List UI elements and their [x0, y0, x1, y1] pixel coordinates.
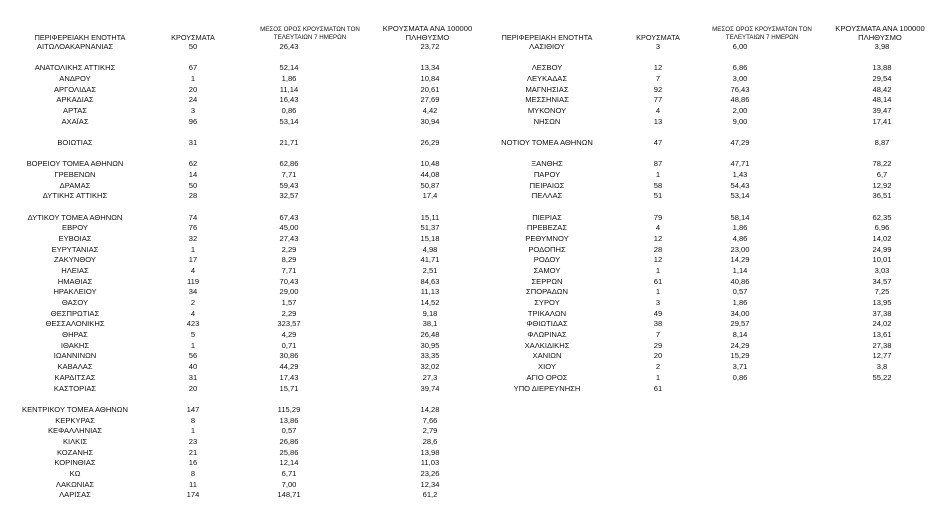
per100k-cell: 51,37 [420, 223, 440, 233]
region-cell: ΚΑΡΔΙΤΣΑΣ [54, 372, 96, 382]
cases-cell: 1 [190, 340, 196, 350]
avg-cell: 59,43 [279, 180, 299, 190]
avg-cell: 58,14 [730, 212, 750, 222]
avg-cell: 53,14 [730, 191, 750, 201]
cases-cell: 87 [653, 159, 663, 169]
cases-cell: 1 [190, 426, 196, 436]
region-cell: ΑΙΤΩΛΟΑΚΑΡΝΑΝΙΑΣ [36, 42, 114, 51]
per100k-cell: 27,3 [422, 372, 438, 382]
region-cell: ΧΑΝΙΩΝ [532, 351, 562, 361]
cases-cell: 4 [190, 308, 196, 318]
region-cell: ΚΕΡΚΥΡΑΣ [55, 415, 95, 425]
per100k-cell: 34,57 [872, 276, 892, 286]
region-cell: ΛΕΥΚΑΔΑΣ [526, 74, 568, 84]
avg-cell: 7,71 [281, 170, 297, 180]
header-avg-line1: ΜΕΣΟΣ ΟΡΟΣ ΚΡΟΥΣΜΑΤΩΝ ΤΟΝ [260, 26, 360, 33]
region-cell: ΛΕΣΒΟΥ [531, 63, 563, 73]
region-cell: ΔΥΤΙΚΟΥ ΤΟΜΕΑ ΑΘΗΝΩΝ [27, 212, 123, 222]
region-cell: ΓΡΕΒΕΝΩΝ [54, 170, 96, 180]
avg-cell: 54,43 [730, 180, 750, 190]
cases-cell: 11 [189, 479, 197, 489]
avg-cell: 24,29 [730, 340, 750, 350]
avg-cell: 1,14 [732, 266, 748, 276]
avg-cell: 21,71 [279, 138, 299, 148]
region-cell: ΠΡΕΒΕΖΑΣ [526, 223, 568, 233]
cases-cell: 56 [188, 351, 198, 361]
region-cell: ΧΑΛΚΙΔΙΚΗΣ [524, 340, 570, 350]
region-cell: ΒΟΡΕΙΟΥ ΤΟΜΕΑ ΑΘΗΝΩΝ [26, 159, 124, 169]
per100k-cell: 62,35 [872, 212, 892, 222]
per100k-cell: 7,66 [422, 415, 438, 425]
cases-cell: 50 [188, 180, 198, 190]
avg-cell: 17,43 [279, 372, 299, 382]
header-avg-line2: ΤΕΛΕΥΤΑΙΩΝ 7 ΗΜΕΡΩΝ [725, 34, 799, 41]
cases-cell: 31 [188, 372, 198, 382]
cases-cell: 1 [655, 372, 661, 382]
header-per100k-line2: ΠΛΗΘΥΣΜΟ [405, 33, 450, 42]
region-cell: ΠΙΕΡΙΑΣ [532, 212, 562, 222]
avg-cell: 6,00 [732, 42, 748, 51]
region-cell: ΕΒΡΟΥ [62, 223, 88, 233]
region-cell: ΚΙΛΚΙΣ [62, 436, 88, 446]
cases-cell: 13 [653, 116, 663, 126]
per100k-cell: 48,42 [872, 84, 892, 94]
region-cell: ΑΓΙΟ ΟΡΟΣ [526, 372, 568, 382]
avg-cell: 2,29 [281, 244, 297, 254]
cases-cell: 31 [188, 138, 198, 148]
header-per100k-line1: ΚΡΟΥΣΜΑΤΑ ΑΝΑ 100000 [382, 24, 473, 33]
cases-cell: 40 [188, 362, 198, 372]
per100k-cell: 10,48 [420, 159, 440, 169]
region-cell: ΔΡΑΜΑΣ [59, 180, 91, 190]
cases-cell: 62 [188, 159, 198, 169]
cases-cell: 34 [188, 287, 198, 297]
avg-cell: 2,00 [732, 106, 748, 116]
cases-cell: 74 [188, 212, 198, 222]
per100k-cell: 84,63 [420, 276, 440, 286]
cases-cell: 3 [190, 106, 196, 116]
header-avg-7days [692, 26, 832, 42]
cases-cell: 79 [653, 212, 663, 222]
cases-cell: 8 [190, 415, 196, 425]
header-per100k-line2: ΠΛΗΘΥΣΜΟ [858, 33, 902, 42]
region-cell: ΙΩΑΝΝΙΝΩΝ [53, 351, 97, 361]
region-cell: ΣΑΜΟΥ [533, 266, 561, 276]
region-cell: ΕΥΡΥΤΑΝΙΑΣ [51, 244, 99, 254]
avg-cell: 0,86 [732, 372, 748, 382]
cases-cell: 5 [190, 330, 196, 340]
per100k-cell: 2,51 [422, 266, 438, 276]
region-cell: ΑΡΓΟΛΙΔΑΣ [53, 84, 97, 94]
cases-cell: 423 [186, 319, 200, 329]
region-cell: ΜΥΚΟΝΟΥ [527, 106, 567, 116]
cases-cell: 28 [188, 191, 198, 201]
avg-cell: 44,29 [279, 362, 299, 372]
cases-cell: 51 [653, 191, 663, 201]
per100k-cell: 17,4 [422, 191, 438, 201]
per100k-cell: 6,96 [874, 223, 890, 233]
header-per100k-line1: ΚΡΟΥΣΜΑΤΑ ΑΝΑ 100000 [835, 24, 925, 33]
avg-cell: 1,86 [281, 74, 297, 84]
avg-cell: 30,86 [279, 351, 299, 361]
avg-cell: 1,57 [281, 298, 297, 308]
region-cell: ΠΑΡΟΥ [533, 170, 561, 180]
avg-cell: 8,29 [281, 255, 297, 265]
cases-cell: 20 [653, 351, 663, 361]
header-per-100k [817, 24, 940, 42]
region-cell: ΘΕΣΣΑΛΟΝΙΚΗΣ [45, 319, 105, 329]
region-cell: ΡΕΘΥΜΝΟΥ [525, 234, 569, 244]
cases-cell: 67 [188, 63, 198, 73]
avg-cell: 4,29 [281, 330, 297, 340]
cases-cell: 21 [188, 447, 198, 457]
header-region: ΠΕΡΙΦΕΡΕΙΑΚΗ ΕΝΟΤΗΤΑ [34, 33, 126, 42]
cases-cell: 17 [188, 255, 198, 265]
avg-cell: 1,86 [732, 223, 748, 233]
per100k-cell: 23,26 [420, 468, 440, 478]
per100k-cell: 48,14 [872, 95, 892, 105]
region-cell: ΗΡΑΚΛΕΙΟΥ [53, 287, 97, 297]
cases-cell: 1 [655, 287, 661, 297]
per100k-cell: 14,28 [420, 404, 440, 414]
cases-cell: 29 [653, 340, 663, 350]
per100k-cell: 26,29 [420, 138, 440, 148]
region-cell: ΝΟΤΙΟΥ ΤΟΜΕΑ ΑΘΗΝΩΝ [501, 138, 593, 148]
header-cases: ΚΡΟΥΣΜΑΤΑ [636, 33, 680, 42]
avg-cell: 11,14 [279, 84, 299, 94]
per100k-cell: 33,35 [420, 351, 440, 361]
avg-cell: 148,71 [277, 490, 301, 500]
avg-cell: 14,29 [730, 255, 750, 265]
region-cell: ΜΕΣΣΗΝΙΑΣ [525, 95, 569, 105]
region-cell: ΙΘΑΚΗΣ [60, 340, 90, 350]
cases-cell: 58 [653, 180, 663, 190]
region-cell: ΣΠΟΡΑΔΩΝ [526, 287, 568, 297]
per100k-cell: 30,94 [420, 116, 440, 126]
avg-cell: 25,86 [279, 447, 299, 457]
region-cell: ΡΟΔΟΥ [533, 255, 561, 265]
region-cell: ΛΑΚΩΝΙΑΣ [55, 479, 95, 489]
header-cases: ΚΡΟΥΣΜΑΤΑ [171, 33, 215, 42]
per100k-cell: 32,02 [420, 362, 440, 372]
cases-cell: 49 [653, 308, 663, 318]
region-cell: ΣΥΡΟΥ [534, 298, 560, 308]
per100k-cell: 61,2 [422, 490, 438, 500]
per100k-cell: 8,87 [874, 138, 890, 148]
region-cell: ΚΕΝΤΡΙΚΟΥ ΤΟΜΕΑ ΑΘΗΝΩΝ [22, 404, 128, 414]
avg-cell: 0,57 [732, 287, 748, 297]
avg-cell: 12,14 [279, 458, 299, 468]
per100k-cell: 14,52 [420, 298, 440, 308]
cases-cell: 7 [655, 74, 661, 84]
cases-cell: 24 [188, 95, 198, 105]
cases-cell: 96 [188, 116, 198, 126]
header-avg-line2: ΤΕΛΕΥΤΑΙΩΝ 7 ΗΜΕΡΩΝ [273, 34, 347, 41]
cases-cell: 147 [186, 404, 200, 414]
cases-cell: 12 [653, 255, 663, 265]
per100k-cell: 10,01 [872, 255, 892, 265]
per100k-cell: 37,38 [872, 308, 892, 318]
avg-cell: 47,71 [730, 159, 750, 169]
per100k-cell: 28,6 [422, 436, 438, 446]
cases-cell: 12 [653, 63, 663, 73]
avg-cell: 70,43 [279, 276, 299, 286]
avg-cell: 0,86 [281, 106, 297, 116]
avg-cell: 76,43 [730, 84, 750, 94]
avg-cell: 48,86 [730, 95, 750, 105]
avg-cell: 7,00 [281, 479, 297, 489]
avg-cell: 52,14 [279, 63, 299, 73]
cases-cell: 3 [655, 42, 661, 51]
avg-cell: 0,71 [281, 340, 297, 350]
per100k-cell: 13,98 [420, 447, 440, 457]
per100k-cell: 3,8 [876, 362, 888, 372]
per100k-cell: 11,13 [420, 287, 440, 297]
per100k-cell: 13,61 [872, 330, 892, 340]
per100k-cell: 13,34 [420, 63, 440, 73]
region-cell: ΔΥΤΙΚΗΣ ΑΤΤΙΚΗΣ [42, 191, 108, 201]
region-cell: ΤΡΙΚΑΛΩΝ [527, 308, 567, 318]
region-cell: ΘΗΡΑΣ [62, 330, 88, 340]
avg-cell: 323,57 [277, 319, 301, 329]
per100k-cell: 50,87 [420, 180, 440, 190]
cases-cell: 16 [188, 458, 198, 468]
avg-cell: 62,86 [279, 159, 299, 169]
region-cell: ΥΠΟ ΔΙΕΡΕΥΝΗΣΗ [513, 383, 581, 393]
avg-cell: 2,29 [281, 308, 297, 318]
per100k-cell: 44,08 [420, 170, 440, 180]
region-cell: ΑΡΤΑΣ [63, 106, 87, 116]
per100k-cell: 3,03 [874, 266, 890, 276]
avg-cell: 9,00 [732, 116, 748, 126]
per100k-cell: 4,42 [422, 106, 438, 116]
avg-cell: 0,57 [281, 426, 297, 436]
region-cell: ΚΑΒΑΛΑΣ [57, 362, 93, 372]
per100k-cell: 7,25 [874, 287, 890, 297]
region-cell: ΝΗΣΩΝ [533, 116, 561, 126]
header-avg-line1: ΜΕΣΟΣ ΟΡΟΣ ΚΡΟΥΣΜΑΤΩΝ ΤΟΝ [712, 26, 812, 33]
per100k-cell: 13,95 [872, 298, 892, 308]
per100k-cell: 11,03 [420, 458, 440, 468]
avg-cell: 29,00 [279, 287, 299, 297]
per100k-cell: 12,34 [420, 479, 440, 489]
avg-cell: 32,57 [279, 191, 299, 201]
per100k-cell: 26,48 [420, 330, 440, 340]
region-cell: ΘΑΣΟΥ [61, 298, 89, 308]
cases-cell: 20 [188, 383, 198, 393]
cases-cell: 7 [655, 330, 661, 340]
region-cell: ΘΕΣΠΡΩΤΙΑΣ [50, 308, 100, 318]
avg-cell: 40,86 [730, 276, 750, 286]
avg-cell: 3,00 [732, 74, 748, 84]
region-cell: ΑΝΔΡΟΥ [59, 74, 91, 84]
region-cell: ΛΑΡΙΣΑΣ [59, 490, 91, 500]
region-cell: ΦΛΩΡΙΝΑΣ [527, 330, 567, 340]
cases-cell: 12 [653, 234, 663, 244]
region-cell: ΜΑΓΝΗΣΙΑΣ [525, 84, 569, 94]
cases-cell: 4 [190, 266, 196, 276]
per100k-cell: 24,99 [872, 244, 892, 254]
avg-cell: 6,86 [732, 63, 748, 73]
region-cell: ΕΥΒΟΙΑΣ [58, 234, 92, 244]
avg-cell: 47,29 [730, 138, 750, 148]
region-cell: ΒΟΙΩΤΙΑΣ [57, 138, 93, 148]
per100k-cell: 29,54 [872, 74, 892, 84]
cases-cell: 4 [655, 106, 661, 116]
avg-cell: 3,71 [732, 362, 748, 372]
region-cell: ΠΕΛΛΑΣ [531, 191, 563, 201]
avg-cell: 1,86 [732, 298, 748, 308]
avg-cell: 29,57 [730, 319, 750, 329]
per100k-cell: 17,41 [872, 116, 892, 126]
cases-cell: 174 [186, 490, 200, 500]
per100k-cell: 27,38 [872, 340, 892, 350]
cases-cell: 2 [190, 298, 196, 308]
region-cell: ΣΕΡΡΩΝ [531, 276, 563, 286]
per100k-cell: 12,92 [872, 180, 892, 190]
per100k-cell: 15,11 [420, 212, 440, 222]
avg-cell: 67,43 [279, 212, 299, 222]
per100k-cell: 41,71 [420, 255, 440, 265]
per100k-cell: 6,7 [876, 170, 888, 180]
region-cell: ΗΜΑΘΙΑΣ [57, 276, 93, 286]
per100k-cell: 36,51 [872, 191, 892, 201]
cases-cell: 2 [655, 362, 661, 372]
per100k-cell: 9,18 [422, 308, 438, 318]
region-cell: ΚΩ [69, 468, 81, 478]
region-cell: ΖΑΚΥΝΘΟΥ [54, 255, 96, 265]
region-cell: ΧΙΟΥ [538, 362, 556, 372]
header-region: ΠΕΡΙΦΕΡΕΙΑΚΗ ΕΝΟΤΗΤΑ [501, 33, 593, 42]
region-cell: ΚΑΣΤΟΡΙΑΣ [53, 383, 97, 393]
per100k-cell: 24,02 [872, 319, 892, 329]
cases-cell: 61 [653, 276, 663, 286]
avg-cell: 8,14 [732, 330, 748, 340]
cases-cell: 50 [188, 42, 198, 51]
region-cell: ΦΘΙΩΤΙΔΑΣ [526, 319, 568, 329]
region-cell: ΑΡΚΑΔΙΑΣ [56, 95, 94, 105]
cases-cell: 23 [188, 436, 198, 446]
per100k-cell: 30,95 [420, 340, 440, 350]
per100k-cell: 4,98 [422, 244, 438, 254]
cases-cell: 28 [653, 244, 663, 254]
cases-cell: 8 [190, 468, 196, 478]
avg-cell: 7,71 [281, 266, 297, 276]
per100k-cell: 2,79 [422, 426, 438, 436]
cases-cell: 4 [655, 223, 661, 233]
per100k-cell: 10,84 [420, 74, 440, 84]
region-cell: ΠΕΙΡΑΙΩΣ [529, 180, 565, 190]
avg-cell: 23,00 [730, 244, 750, 254]
region-cell: ΑΝΑΤΟΛΙΚΗΣ ΑΤΤΙΚΗΣ [34, 63, 116, 73]
cases-cell: 3 [655, 298, 661, 308]
per100k-cell: 3,98 [874, 42, 890, 51]
avg-cell: 34,00 [730, 308, 750, 318]
per100k-cell: 23,72 [420, 42, 440, 51]
per100k-cell: 13,88 [872, 63, 892, 73]
avg-cell: 16,43 [279, 95, 299, 105]
per100k-cell: 78,22 [872, 159, 892, 169]
avg-cell: 115,29 [277, 404, 301, 414]
per100k-cell: 27,69 [420, 95, 440, 105]
avg-cell: 1,43 [732, 170, 748, 180]
per100k-cell: 38,1 [422, 319, 438, 329]
avg-cell: 13,86 [279, 415, 299, 425]
avg-cell: 26,43 [279, 42, 299, 51]
per100k-cell: 55,22 [872, 372, 892, 382]
cases-cell: 61 [653, 383, 663, 393]
avg-cell: 4,86 [732, 234, 748, 244]
avg-cell: 15,29 [730, 351, 750, 361]
region-cell: ΛΑΣΙΘΙΟΥ [529, 42, 565, 51]
region-cell: ΗΛΕΙΑΣ [61, 266, 89, 276]
per100k-cell: 39,47 [872, 106, 892, 116]
region-cell: ΚΕΦΑΛΛΗΝΙΑΣ [47, 426, 103, 436]
region-cell: ΑΧΑΪΑΣ [61, 116, 89, 126]
per100k-cell: 12,77 [872, 351, 892, 361]
per100k-cell: 20,61 [420, 84, 440, 94]
cases-cell: 77 [653, 95, 663, 105]
cases-cell: 47 [653, 138, 663, 148]
per100k-cell: 14,02 [872, 234, 892, 244]
per100k-cell: 39,74 [420, 383, 440, 393]
cases-cell: 119 [186, 276, 200, 286]
avg-cell: 45,00 [279, 223, 299, 233]
cases-cell: 1 [190, 244, 196, 254]
avg-cell: 15,71 [279, 383, 299, 393]
region-cell: ΚΟΖΑΝΗΣ [56, 447, 94, 457]
cases-cell: 14 [188, 170, 198, 180]
region-cell: ΚΟΡΙΝΘΙΑΣ [54, 458, 96, 468]
avg-cell: 53,14 [279, 116, 299, 126]
cases-cell: 1 [190, 74, 196, 84]
cases-cell: 32 [188, 234, 198, 244]
region-cell: ΞΑΝΘΗΣ [531, 159, 563, 169]
avg-cell: 27,43 [279, 234, 299, 244]
per100k-cell: 15,18 [420, 234, 440, 244]
avg-cell: 6,71 [281, 468, 297, 478]
cases-cell: 38 [653, 319, 663, 329]
header-avg-7days [240, 26, 380, 42]
region-cell: ΡΟΔΟΠΗΣ [528, 244, 566, 254]
cases-cell: 92 [653, 84, 663, 94]
cases-cell: 1 [655, 170, 661, 180]
avg-cell: 26,86 [279, 436, 299, 446]
cases-cell: 1 [655, 266, 661, 276]
cases-cell: 20 [188, 84, 198, 94]
cases-cell: 76 [188, 223, 198, 233]
